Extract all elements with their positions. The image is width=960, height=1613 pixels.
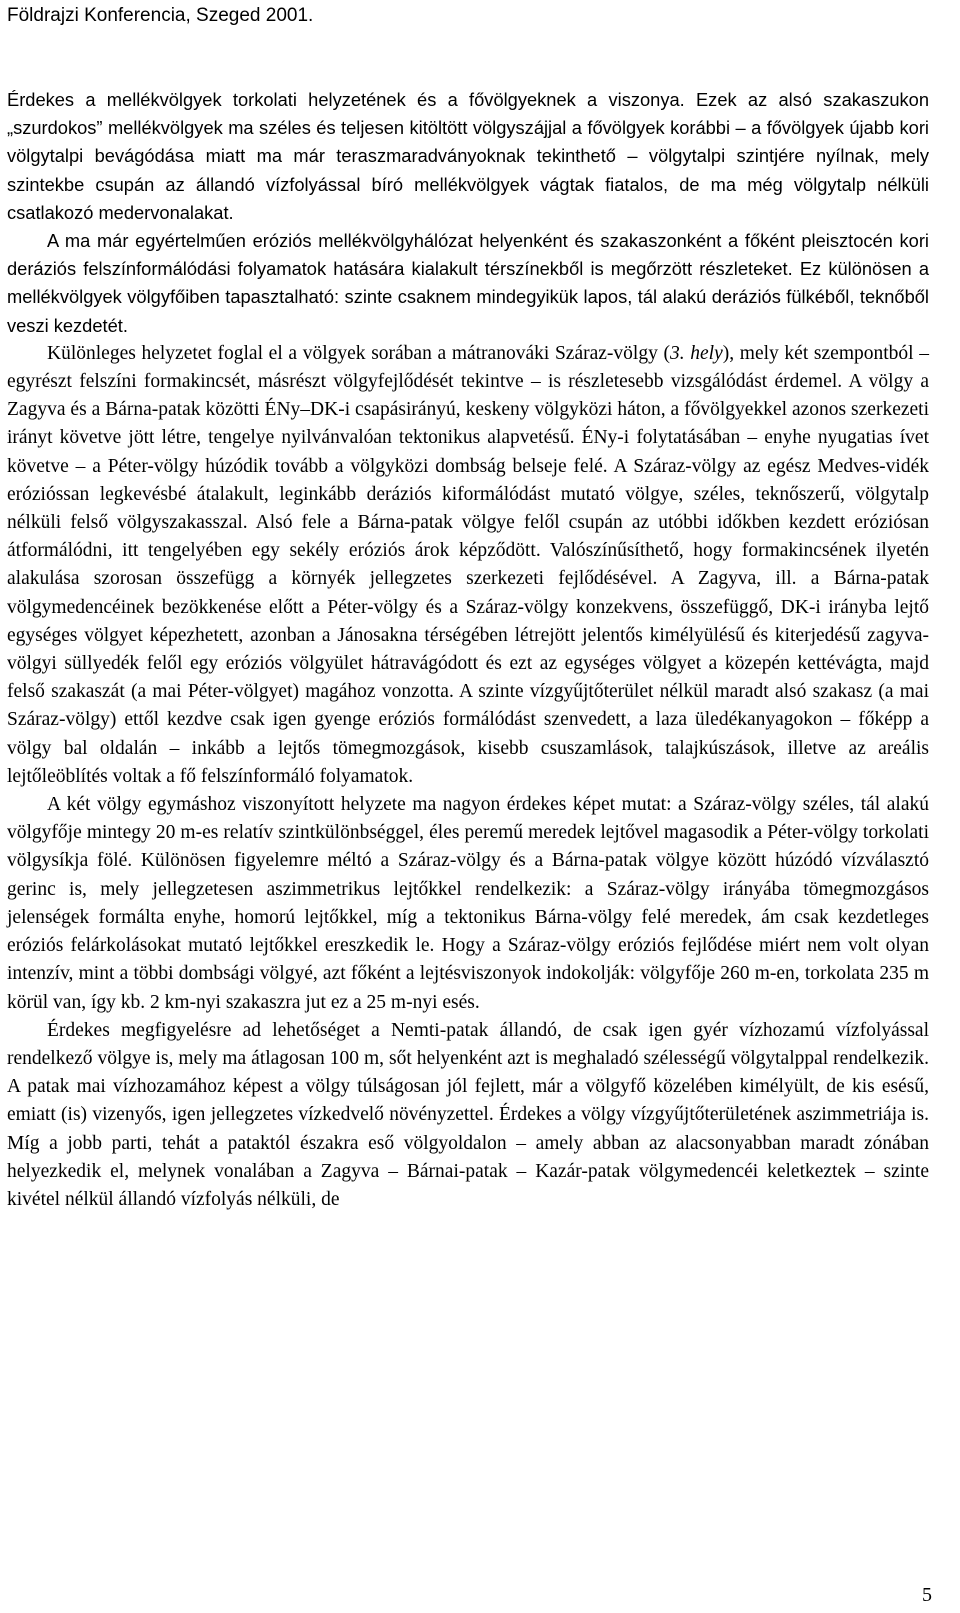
paragraph-two-valleys: A két völgy egymáshoz viszonyított helyzete ma nagyon érdekes képet mutat: a Száraz-völgy széles, tál alakú völgyfője mintegy 20 m-es relatív szintkülönbséggel, éles peremű meredek lejtővel magasodik a Péter-völgy torkolati völgysíkja fölé. Különösen figyelemre méltó a Száraz-völgy és a Bárna-patak völgye között húzódó vízválasztó gerinc is, mely jellegzetesen aszimmetrikus lejtőkkel rendelkezik: a Száraz-völgy irányába tömegmozgásos jelenségek formálta enyhe, homorú lejtőkkel, míg a tektonikus Bárna-völgy felé meredek, ám csak kezdetleges eróziós felárkolásokat mutató lejtőkkel ereszkedik le. Hogy a Száraz-völgy eróziós fejlődése miért nem volt olyan intenzív, mint a többi dombsági völgyé, azt főként a lejtésviszonyok indokolják: völgyfője 260 m-en, torkolata 235 m körül van, így kb. 2 km-nyi szakaszra jut ez a 25 m-nyi esés. (7, 794, 929, 1013)
paragraph-szaraz-volgy-text-b: ), mely két szempontból – egyrészt felszíni formakincsét, másrészt völgyfejlődését tekintve – is részletesebb vizsgálódást érdemel. A völgy a Zagyva és a Bárna-patak közötti ÉNy–DK-i csapásirányú, keskeny völgyközi háton, a fővölgyekkel azonos szerkezeti irányt követve jött létre, tengelye nyilvánvalóan tektonikus alapvetésű. ÉNy-i folytatásában – enyhe nyugatias ívet követve – a Péter-völgy húzódik tovább a völgyközi dombság belseje felé. A Száraz-völgy az egész Medves-vidék erózióssan legkevésbé átalakult, leginkább deráziós kiformálódást mutató völgye, széles, teknőszerű, völgytalp nélküli felső völgyszakasszal. Alsó fele a Bárna-patak völgye felől csupán az utóbbi időkben kezdett eróziósan átformálódni, itt tengelyében egy sekély eróziós árok képződött. Valószínűsíthető, hogy formakincsének ilyetén alakulása szorosan összefügg a környék jellegzetes szerkezeti fejlődésével. A Zagyva, ill. a Bárna-patak völgymedencéinek bezökkenése előtt a Péter-völgy és a Száraz-völgy konzekvens, összefüggő, DK-i irányba lejtő egységes völgyet képezhetett, azonban a Jánosakna térségében létrejött jelentős kimélyülésű és kiterjedésű zagyva-völgyi süllyedék felől egy eróziós völgyület hátravágódott és ezt az egységes völgyet a közepén kettévágta, majd felső szakaszát (a mai Péter-völgyet) magához vonzotta. A szinte vízgyűjtőterület nélkül maradt alsó szakasz (a mai Száraz-völgy) ettől kezdve csak igen gyenge eróziós formálódást szenvedett, a laza üledékanyagokon – főképp a völgy bal oldalán – inkább a lejtős tömegmozgások, kisebb csuszamlások, talajkúszások, illetve az areális lejtőleöblítés voltak a fő felszínformáló folyamatok. (7, 342, 929, 787)
running-header: Földrajzi Konferencia, Szeged 2001. (7, 5, 314, 26)
paragraph-nemti-patak: Érdekes megfigyelésre ad lehetőséget a Nemti-patak állandó, de csak igen gyér vízhozamú vízfolyással rendelkező völgye is, mely ma átlagosan 100 m, sőt helyenként azt is meghaladó szélességű völgytalppal rendelkezik. A patak mai vízhozamához képest a völgy túlságosan jól fejlett, már a völgyfő közelében kimélyült, de kis esésű, emiatt (is) vizenyős, igen jellegzetes vízkedvelő növényzettel. Érdekes a völgy vízgyűjtőterületének aszimmetriája is. Míg a jobb parti, tehát a pataktól északra eső völgyoldalon – amely abban az alacsonyabban maradt zónában helyezkedik el, melynek vonalában a Zagyva – Bárnai-patak – Kazár-patak völgymedencéi keletkeztek – szinte kivétel nélkül állandó vízfolyás nélküli, de (7, 1019, 929, 1210)
page-number: 5 (922, 1584, 932, 1606)
paragraph-erosional-network: A ma már egyértelműen eróziós mellékvölgyhálózat helyenként és szakaszonként a főként pleisztocén kori deráziós felszínformálódási folyamatok hatására kialakult térszínekből is megőrzött részleteket. Ez különösen a mellékvölgyek völgyfőiben tapasztalható: szinte csaknem mindegyikük lapos, tál alakú deráziós fülkéből, teknőből veszi kezdetét. (7, 230, 929, 336)
paragraph-tributary-valleys: Érdekes a mellékvölgyek torkolati helyzetének és a fővölgyeknek a viszonya. Ezek az alsó szakaszukon „szurdokos” mellékvölgyek ma széles és teljesen kitöltött völgyszájjal a fővölgyek korábbi – a fővölgyek újabb kori völgytalpi bevágódása miatt ma már teraszmaradványoknak tekinthető – völgytalpi szintjére nyílnak, mely szintekbe csupán az állandó vízfolyással bíró mellékvölgyek vágtak fiatalos, de ma még völgytalp nélküli csatlakozó medervonalakat. (7, 89, 929, 223)
body-text (7, 86, 929, 1214)
paragraph-szaraz-volgy-text-a: Különleges helyzetet foglal el a völgyek sorában a mátranováki Száraz-völgy ( (47, 342, 670, 364)
paragraph-szaraz-volgy (7, 340, 929, 791)
site-reference: 3. hely (669, 342, 723, 364)
